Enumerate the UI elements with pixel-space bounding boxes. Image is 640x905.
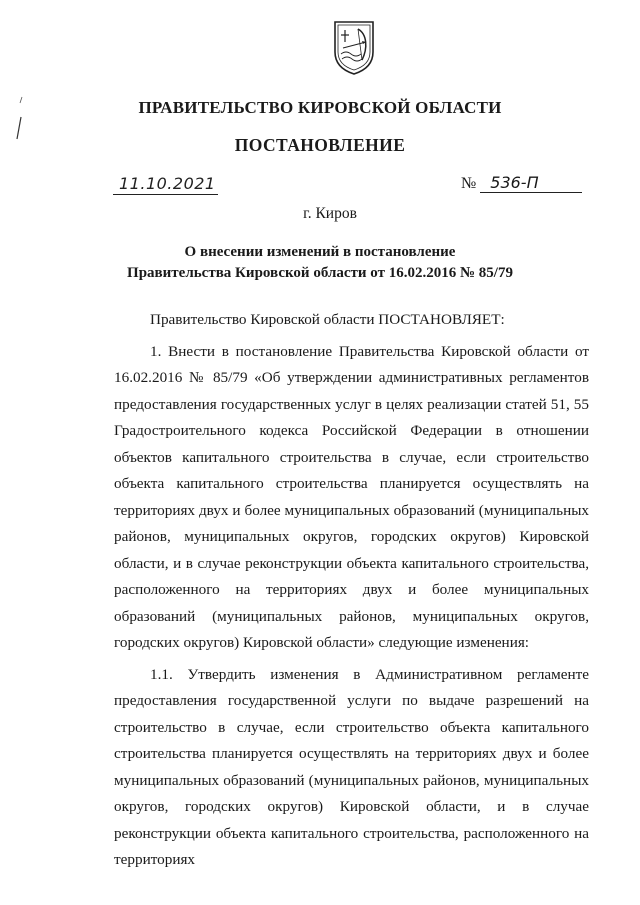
paragraph-1-1: 1.1. Утвердить изменения в Административном регламенте предоставления государственной услуги по выдаче разрешений на строительство в случае, если строительство объекта капитального строительства планируется осуществлять на территориях двух и более муниципальных образований (муниципальных районов, муниципальных округов, городских округов) Кировской области, и в случае реконструкции объекта капитального строительства, расположенного на территориях	[114, 665, 589, 868]
city: г. Киров	[303, 205, 357, 222]
document-subject	[0, 242, 640, 284]
government-title: ПРАВИТЕЛЬСТВО КИРОВСКОЙ ОБЛАСТИ	[138, 98, 502, 117]
paragraph-1: 1. Внести в постановление Правительства Кировской области от 16.02.2016 № 85/79 «Об утверждении административных регламентов предоставления государственных услуг в целях реализации статей 51, 55 Градостроительного кодекса Российской Федерации в отношении объектов капитального строительства в случае, если строительство объекта капитального строительства планируется осуществлять на территориях двух и более муниципальных образований (муниципальных районов, муниципальных округов, городских округов) Кировской области, и в случае реконструкции объекта капитального строительства, расположенного на территориях двух и более муниципальных образований (муниципальных районов, муниципальных округов, городских округов) Кировской области» следующие изменения:	[114, 342, 589, 651]
number-value: 536-П	[480, 173, 582, 193]
coat-of-arms-icon	[331, 18, 377, 76]
document-body	[114, 307, 589, 874]
subject-line-1: О внесении изменений в постановление	[184, 244, 456, 260]
date-value: 11.10.2021	[119, 174, 216, 193]
document-type: ПОСТАНОВЛЕНИЕ	[234, 135, 406, 155]
document-date	[113, 174, 218, 195]
subject-line-2: Правительства Кировской области от 16.02.2016 № 85/79	[127, 265, 513, 281]
preamble-paragraph: Правительство Кировской области ПОСТАНОВЛЯЕТ:	[150, 311, 505, 328]
document-number	[461, 173, 591, 193]
number-sign: №	[461, 175, 477, 192]
